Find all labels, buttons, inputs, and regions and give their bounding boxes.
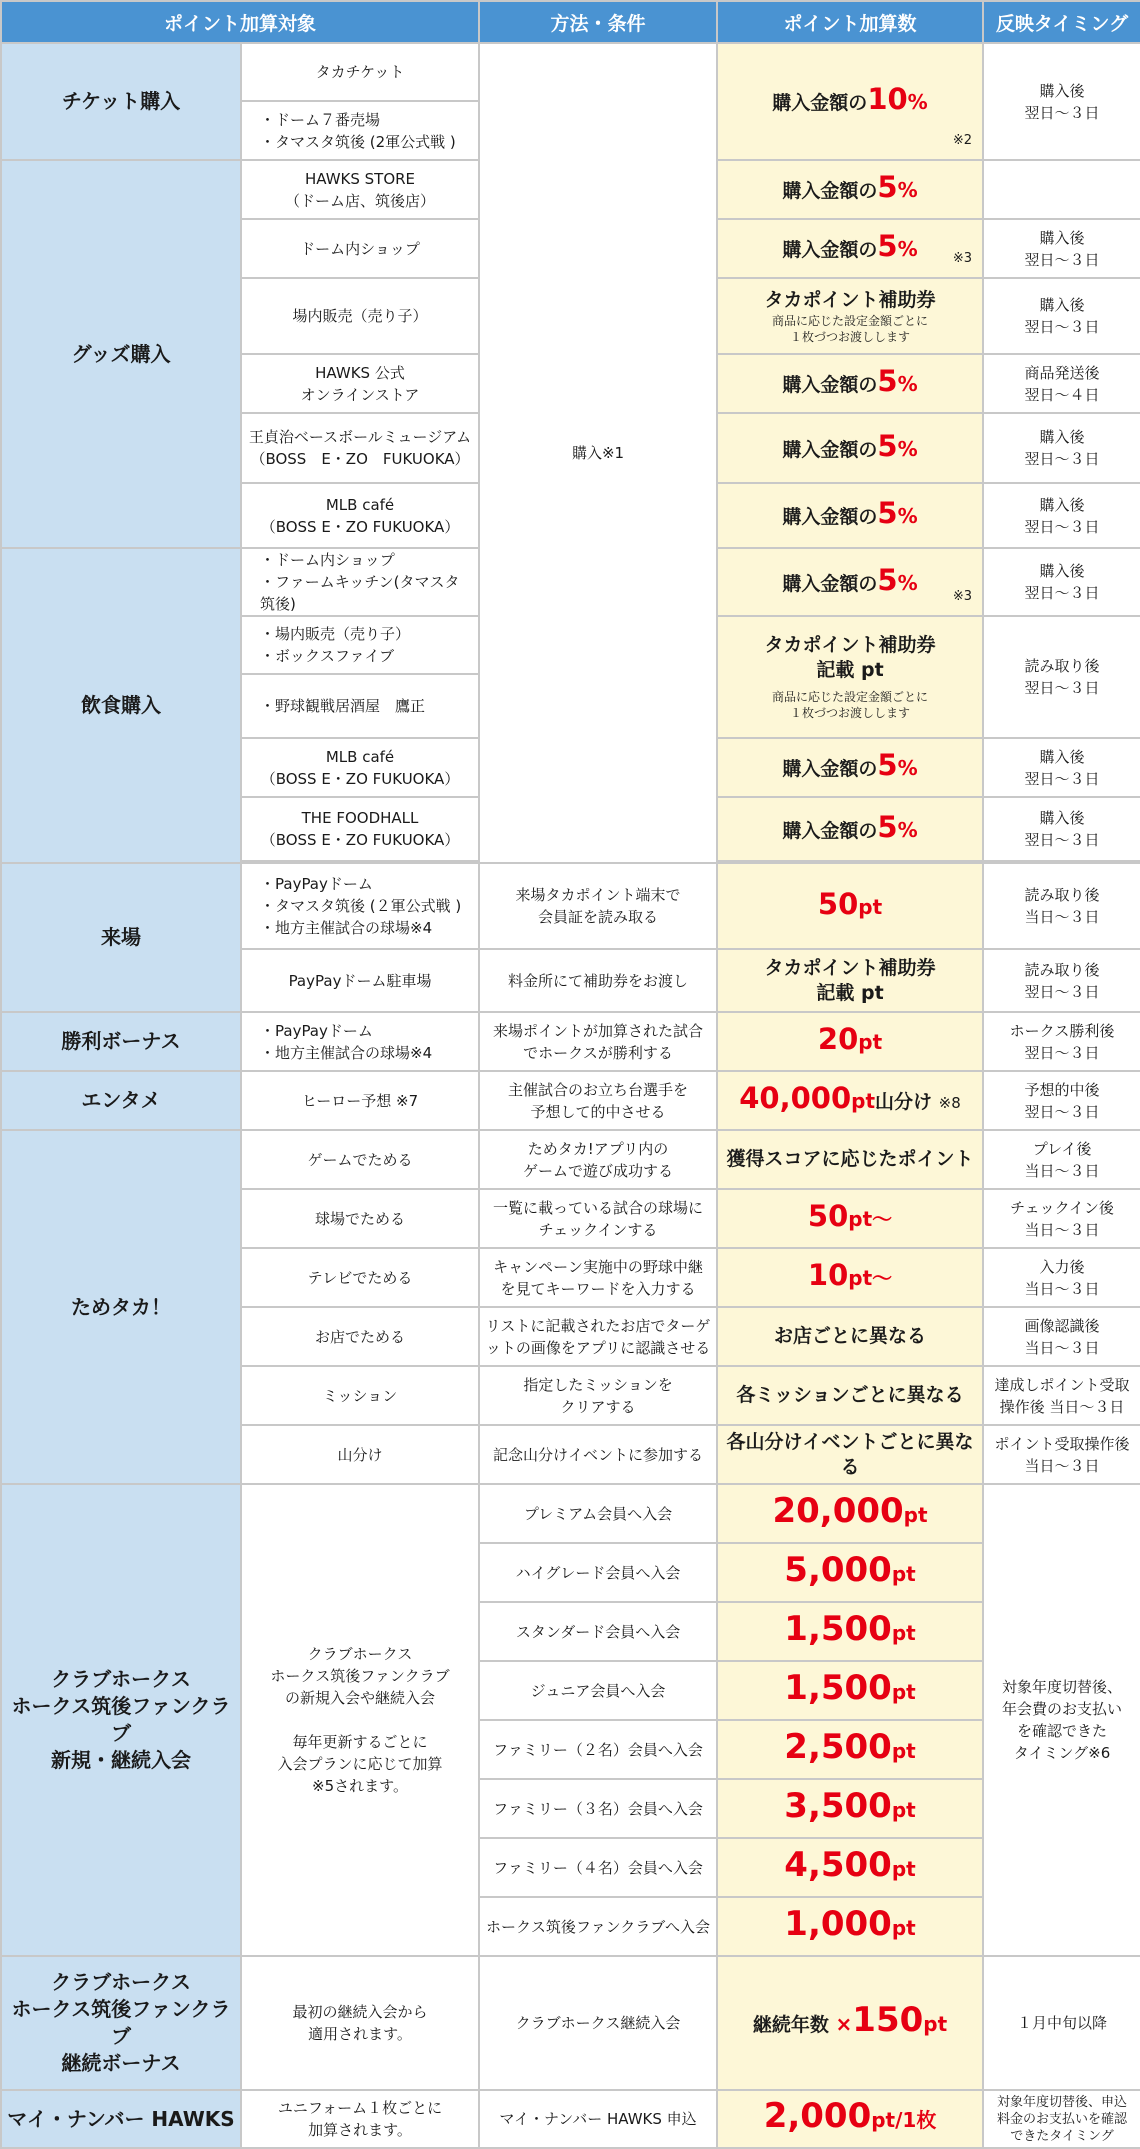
tametaka-sub-game: ゲームでためる [241, 1130, 479, 1189]
club-plan-family4: ファミリー（４名）会員へ入会 [479, 1838, 717, 1897]
visit-points-terminal: 50pt [717, 863, 983, 949]
category-win-bonus: 勝利ボーナス [1, 1012, 241, 1071]
tametaka-points-game: 獲得スコアに応じたポイント [717, 1130, 983, 1189]
mynumber-sub: ユニフォーム１枚ごとに 加算されます。 [241, 2090, 479, 2148]
win-sub-venues: ・PayPayドーム ・地方主催試合の球場※4 [241, 1012, 479, 1071]
win-points: 20pt [717, 1012, 983, 1071]
goods-points-online: 購入金額の5% [717, 354, 983, 413]
tametaka-method-yamawake: 記念山分けイベントに参加する [479, 1425, 717, 1484]
ticket-note: ※2 [952, 133, 973, 148]
entame-points: 40,000pt山分け ※8 [717, 1071, 983, 1130]
food-points-foodhall: 購入金額の5% [717, 797, 983, 861]
club-description: クラブホークス ホークス筑後ファンクラブ の新規入会や継続入会 毎年更新するごとに 入会プランに応じて加算 ※5されます。 [241, 1484, 479, 1956]
bonus-sub: 最初の継続入会から 適用されます。 [241, 1956, 479, 2090]
bonus-timing: １月中旬以降 [983, 1956, 1140, 2090]
mynumber-points: 2,000pt/1枚 [717, 2090, 983, 2148]
goods-sub-vendor: 場内販売（売り子） [241, 278, 479, 354]
goods-points-museum: 購入金額の5% [717, 413, 983, 483]
food-points-voucher: タカポイント補助券 記載 pt 商品に応じた設定金額ごとに １枚づつお渡しします [717, 616, 983, 738]
purchase-method: 購入※1 [479, 43, 717, 863]
goods-points-vendor: タカポイント補助券 商品に応じた設定金額ごとに １枚づつお渡しします [717, 278, 983, 354]
visit-timing-terminal: 読み取り後 当日～３日 [983, 863, 1140, 949]
tametaka-timing-shop: 画像認識後 当日～３日 [983, 1307, 1140, 1366]
club-points-highgrade: 5,000pt [717, 1543, 983, 1602]
ticket-sub-takaticket: タカチケット [241, 43, 479, 101]
tametaka-method-shop: リストに記載されたお店でターゲ ットの画像をアプリに認識させる [479, 1307, 717, 1366]
tametaka-method-mission: 指定したミッションを クリアする [479, 1366, 717, 1425]
goods-timing-mlb-cafe: 購入後 翌日～３日 [983, 483, 1140, 548]
goods-timing-dome-shop: 購入後 翌日～３日 [983, 219, 1140, 278]
food-timing-mlb-cafe: 購入後 翌日～３日 [983, 738, 1140, 797]
club-points-standard: 1,500pt [717, 1602, 983, 1661]
club-points-premium: 20,000pt [717, 1484, 983, 1543]
club-plan-standard: スタンダード会員へ入会 [479, 1602, 717, 1661]
food-sub-dome-shop: ・ドーム内ショップ ・ファームキッチン(タマスタ筑後) [241, 548, 479, 616]
win-method: 来場ポイントが加算された試合 でホークスが勝利する [479, 1012, 717, 1071]
food-timing-voucher: 読み取り後 翌日～３日 [983, 616, 1140, 738]
goods-sub-mlb-cafe: MLB café （BOSS E・ZO FUKUOKA） [241, 483, 479, 548]
tametaka-timing-stadium: チェックイン後 当日～３日 [983, 1189, 1140, 1248]
win-timing: ホークス勝利後 翌日～３日 [983, 1012, 1140, 1071]
tametaka-sub-mission: ミッション [241, 1366, 479, 1425]
header-row [1, 1, 1140, 43]
club-points-chikugo: 1,000pt [717, 1897, 983, 1956]
visit-sub-parking: PayPayドーム駐車場 [241, 949, 479, 1012]
goods-sub-dome-shop: ドーム内ショップ [241, 219, 479, 278]
category-continuation-bonus: クラブホークス ホークス筑後ファンクラブ 継続ボーナス [1, 1956, 241, 2090]
club-plan-chikugo: ホークス筑後ファンクラブへ入会 [479, 1897, 717, 1956]
visit-method-terminal: 来場タカポイント端末で 会員証を読み取る [479, 863, 717, 949]
visit-timing-parking: 読み取り後 翌日～３日 [983, 949, 1140, 1012]
entame-timing: 予想的中後 翌日～３日 [983, 1071, 1140, 1130]
tametaka-sub-shop: お店でためる [241, 1307, 479, 1366]
mynumber-method: マイ・ナンバー HAWKS 申込 [479, 2090, 717, 2148]
category-mynumber: マイ・ナンバー HAWKS [1, 2090, 241, 2148]
goods-timing-vendor: 購入後 翌日～３日 [983, 278, 1140, 354]
header-target: ポイント加算対象 [1, 1, 479, 43]
club-plan-family2: ファミリー（２名）会員へ入会 [479, 1720, 717, 1779]
food-sub-foodhall: THE FOODHALL （BOSS E・ZO FUKUOKA） [241, 797, 479, 861]
entame-method: 主催試合のお立ち台選手を 予想して的中させる [479, 1071, 717, 1130]
goods-timing-online: 商品発送後 翌日～４日 [983, 354, 1140, 413]
club-points-junior: 1,500pt [717, 1661, 983, 1720]
goods-sub-store: HAWKS STORE （ドーム店、筑後店） [241, 160, 479, 219]
category-tametaka: ためタカ！ [1, 1130, 241, 1484]
club-plan-highgrade: ハイグレード会員へ入会 [479, 1543, 717, 1602]
food-sub-vendor: ・場内販売（売り子） ・ボックスファイブ [241, 616, 479, 674]
header-method: 方法・条件 [479, 1, 717, 43]
tametaka-points-shop: お店ごとに異なる [717, 1307, 983, 1366]
club-plan-family3: ファミリー（３名）会員へ入会 [479, 1779, 717, 1838]
goods-timing-store [983, 160, 1140, 219]
goods-sub-online: HAWKS 公式 オンラインストア [241, 354, 479, 413]
tametaka-sub-stadium: 球場でためる [241, 1189, 479, 1248]
food-points-dome-shop: 購入金額の5% ※3 [717, 548, 983, 616]
goods-sub-museum: 王貞治ベースボールミュージアム （BOSS E・ZO FUKUOKA） [241, 413, 479, 483]
ticket-timing: 購入後 翌日～３日 [983, 43, 1140, 160]
tametaka-timing-game: プレイ後 当日～３日 [983, 1130, 1140, 1189]
category-club: クラブホークス ホークス筑後ファンクラブ 新規・継続入会 [1, 1484, 241, 1956]
ticket-sub-dome: ・ドーム７番売場 ・タマスタ筑後 (2軍公式戦 ) [241, 101, 479, 160]
food-sub-takamasa: ・野球観戦居酒屋 鷹正 [241, 674, 479, 738]
tametaka-points-mission: 各ミッションごとに異なる [717, 1366, 983, 1425]
bonus-method: クラブホークス継続入会 [479, 1956, 717, 2090]
food-timing-dome-shop: 購入後 翌日～３日 [983, 548, 1140, 616]
bonus-points: 継続年数 ×150pt [717, 1956, 983, 2090]
club-points-family4: 4,500pt [717, 1838, 983, 1897]
category-entame: エンタメ [1, 1071, 241, 1130]
tametaka-timing-mission: 達成しポイント受取 操作後 当日～３日 [983, 1366, 1140, 1425]
tametaka-sub-yamawake: 山分け [241, 1425, 479, 1484]
tametaka-timing-tv: 入力後 当日～３日 [983, 1248, 1140, 1307]
tametaka-method-game: ためタカ!アプリ内の ゲームで遊び成功する [479, 1130, 717, 1189]
goods-points-mlb-cafe: 購入金額の5% [717, 483, 983, 548]
food-timing-foodhall: 購入後 翌日～３日 [983, 797, 1140, 861]
club-plan-premium: プレミアム会員へ入会 [479, 1484, 717, 1543]
goods-points-dome-shop: 購入金額の5% ※3 [717, 219, 983, 278]
category-visit: 来場 [1, 863, 241, 1012]
goods-points-store: 購入金額の5% [717, 160, 983, 219]
tametaka-points-tv: 10pt～ [717, 1248, 983, 1307]
tametaka-points-stadium: 50pt～ [717, 1189, 983, 1248]
club-points-family2: 2,500pt [717, 1720, 983, 1779]
entame-sub-hero: ヒーロー予想 ※7 [241, 1071, 479, 1130]
tametaka-sub-tv: テレビでためる [241, 1248, 479, 1307]
category-food: 飲食購入 [1, 548, 241, 863]
tametaka-method-tv: キャンペーン実施中の野球中継 を見てキーワードを入力する [479, 1248, 717, 1307]
category-goods: グッズ購入 [1, 160, 241, 548]
visit-method-parking: 料金所にて補助券をお渡し [479, 949, 717, 1012]
goods-timing-museum: 購入後 翌日～３日 [983, 413, 1140, 483]
category-ticket: チケット購入 [1, 43, 241, 160]
ticket-points: 購入金額の10% ※2 [717, 43, 983, 160]
tametaka-points-yamawake: 各山分けイベントごとに異なる [717, 1425, 983, 1484]
header-points: ポイント加算数 [717, 1, 983, 43]
food-points-mlb-cafe: 購入金額の5% [717, 738, 983, 797]
club-plan-junior: ジュニア会員へ入会 [479, 1661, 717, 1720]
tametaka-timing-yamawake: ポイント受取操作後 当日～３日 [983, 1425, 1140, 1484]
food-sub-mlb-cafe: MLB café （BOSS E・ZO FUKUOKA） [241, 738, 479, 797]
club-timing: 対象年度切替後、 年会費のお支払い を確認できた タイミング※6 [983, 1484, 1140, 1956]
visit-points-parking: タカポイント補助券 記載 pt [717, 949, 983, 1012]
mynumber-timing: 対象年度切替後、申込 料金のお支払いを確認 できたタイミング [983, 2090, 1140, 2148]
club-points-family3: 3,500pt [717, 1779, 983, 1838]
header-timing: 反映タイミング [983, 1, 1140, 43]
visit-sub-venues: ・PayPayドーム ・タマスタ筑後 (２軍公式戦 ) ・地方主催試合の球場※4 [241, 863, 479, 949]
tametaka-method-stadium: 一覧に載っている試合の球場に チェックインする [479, 1189, 717, 1248]
